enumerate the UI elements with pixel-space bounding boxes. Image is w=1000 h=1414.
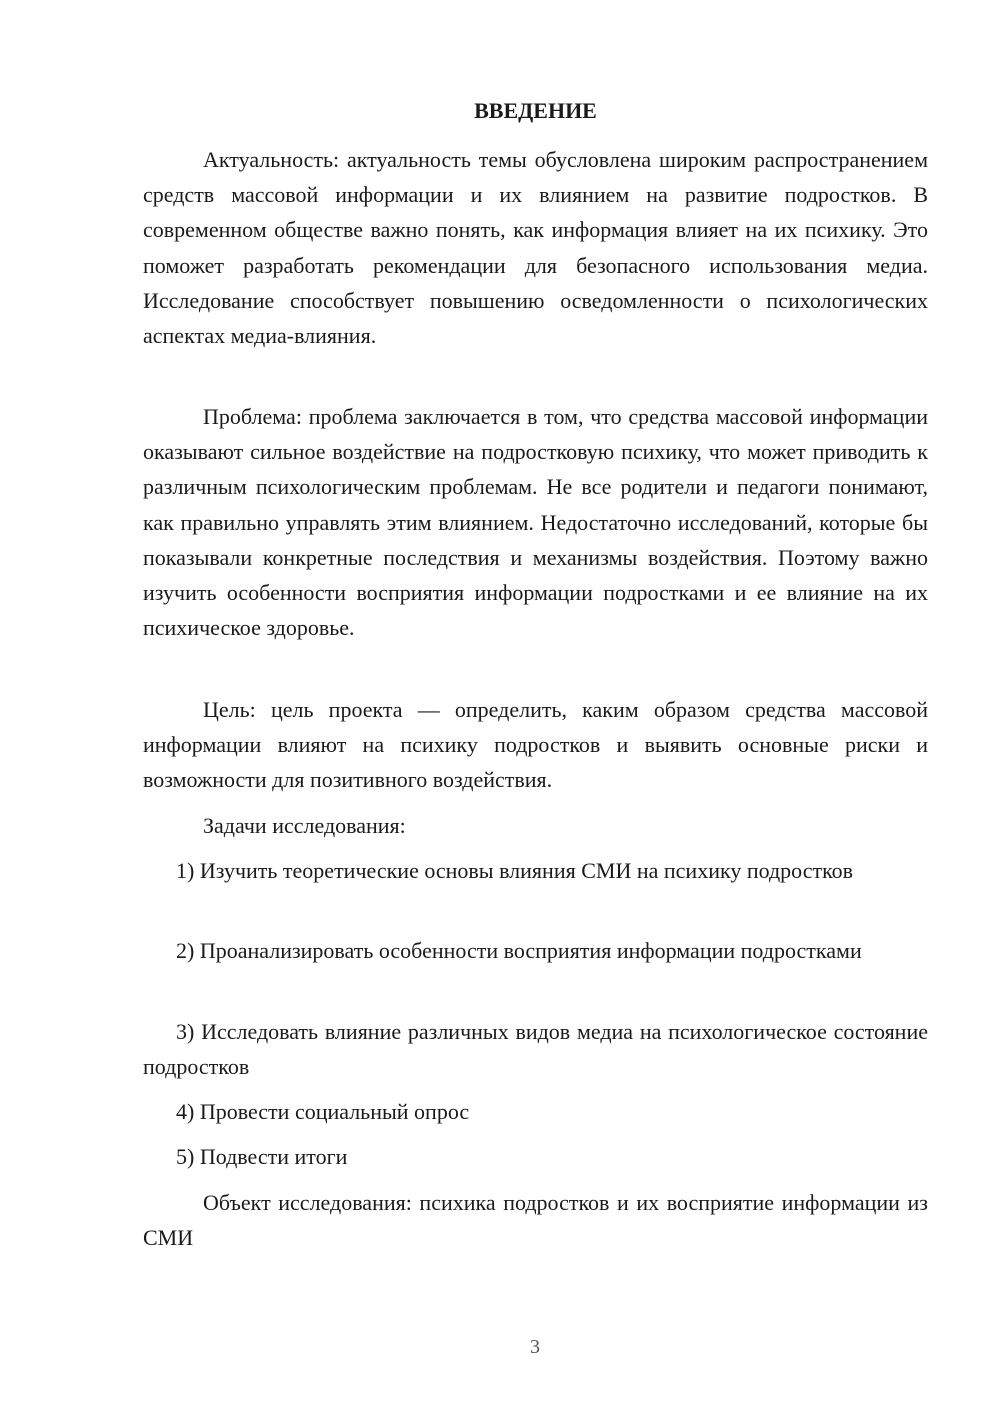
relevance-paragraph: Актуальность: актуальность темы обусловлена широким распространением средств массовой информации и их влиянием на развитие подростков. В современном обществе важно понять, как информация влияет на их психику. Это поможет разработать рекомендации для безопасного использования медиа. Исследование способствует повышению осведомленности о психологических аспектах медиа-влияния. xyxy=(143,147,928,349)
task-item-5: 5) Подвести итоги xyxy=(176,1144,348,1169)
page-number: 3 xyxy=(530,1336,540,1358)
object-paragraph: Объект исследования: психика подростков и их восприятие информации из СМИ xyxy=(143,1190,928,1251)
goal-paragraph: Цель: цель проекта — определить, каким образом средства массовой информации влияют на психику подростков и выявить основные риски и возможности для позитивного воздействия. xyxy=(143,697,928,793)
task-item-1: 1) Изучить теоретические основы влияния СМИ на психику подростков xyxy=(176,858,854,883)
task-item-2: 2) Проанализировать особенности восприятия информации подростками xyxy=(176,938,862,963)
task-item-3: 3) Исследовать влияние различных видов медиа на психологическое состояние подростков xyxy=(143,1019,928,1080)
problem-paragraph: Проблема: проблема заключается в том, что средства массовой информации оказывают сильное воздействие на подростковую психику, что может приводить к различным психологическим проблемам. Не все родители и педагоги понимают, как правильно управлять этим влиянием. Недостаточно исследований, которые бы показывали конкретные последствия и механизмы воздействия. Поэтому важно изучить особенности восприятия информации подростками и ее влияние на их психическое здоровье. xyxy=(143,404,928,641)
page-title: ВВЕДЕНИЕ xyxy=(474,98,597,123)
tasks-heading: Задачи исследования: xyxy=(203,813,406,838)
task-item-4: 4) Провести социальный опрос xyxy=(176,1099,470,1124)
